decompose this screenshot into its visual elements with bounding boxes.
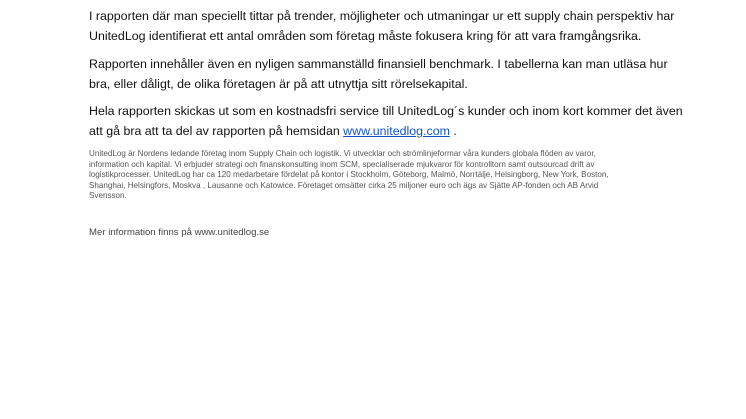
paragraph-report-end: . — [449, 124, 457, 138]
paragraph-benchmark: Rapporten innehåller även en nyligen sammanställd finansiell benchmark. I tabellerna kan man utläsa hur bra, eller dåligt, de olika företagen är på att utnyttja sitt rörelsekapital. — [89, 57, 668, 91]
paragraph-report-text: Hela rapporten skickas ut som en kostnadsfri service till UnitedLog´s kunder och inom kort kommer det även att gå bra att ta del av rapporten på hemsidan — [89, 104, 683, 138]
unitedlog-website-link[interactable]: www.unitedlog.com — [343, 124, 450, 138]
paragraph-report-availability — [89, 101, 689, 141]
more-information: Mer information finns på www.unitedlog.se — [89, 226, 270, 238]
document-body — [89, 6, 689, 249]
company-description: UnitedLog är Nordens ledande företag inom Supply Chain och logistik. Vi utvecklar och strömlinjeformar våra kunders globala flöden av varor, information och kapital. Vi erbjuder strategi och finanskonsulting inom SCM, specialiserade mjukvaror för kontrolltorn samt outsourcad drift av logistikprocesser. UnitedLog har ca 120 medarbetare fördelat på kontor i Stockholm, Göteborg, Malmö, Norrtälje, Helsingborg, New York, Boston, Shanghai, Helsingfors, Moskva , Lausanne och Katowice. Företaget omsätter cirka 25 miljoner euro och ägs av Sjätte AP-fonden och AB Arvid Svensson. — [89, 149, 609, 201]
paragraph-trends: I rapporten där man speciellt tittar på trender, möjligheter och utmaningar ur ett supply chain perspektiv har UnitedLog identifierat ett antal områden som företag måste fokusera kring för att vara framgångsrika. — [89, 9, 675, 43]
